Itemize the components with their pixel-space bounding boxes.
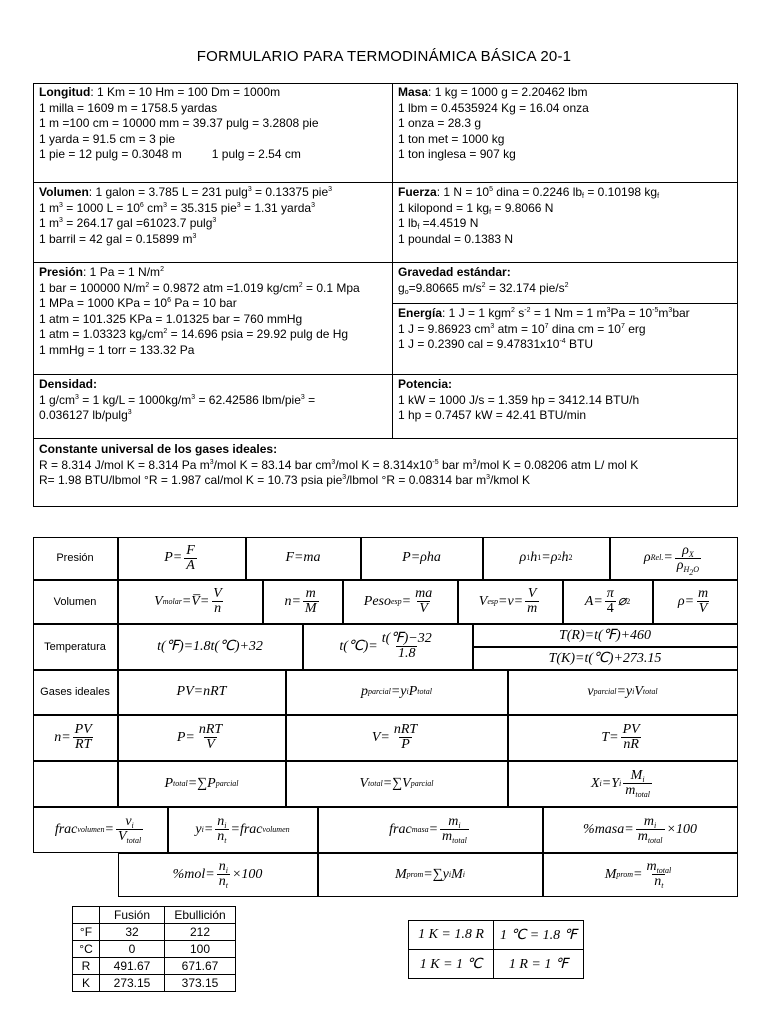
presion-line: = 14.696 psia = 29.92 pulg de Hg [167, 327, 349, 341]
sup: 2 [564, 281, 569, 289]
gas-constant-line: /mol K = 0.08206 atm L/ mol K [476, 457, 639, 472]
presion-line: 1 atm = 101.325 KPa = 1.01325 bar = 760 mmHg [39, 311, 303, 326]
volumen-line: : 1 galon = 3.785 L = 231 pulg [88, 185, 248, 199]
longitud-line: : 1 Km = 10 Hm = 100 Dm = 1000m [90, 85, 281, 99]
sup: 3 [342, 474, 347, 481]
sup: 3 [331, 458, 336, 466]
densidad-label: Densidad: [39, 377, 98, 391]
table-row [409, 921, 584, 950]
formula-mass-fraction: X i =Y i $M_i$ $m_{total}$ [508, 761, 738, 807]
longitud-cell [34, 84, 392, 182]
energia-line: s [514, 306, 525, 320]
sub: f [582, 193, 584, 200]
presion-line: 1 mmHg = 1 torr = 133.32 Pa [39, 342, 195, 357]
page-title: FORMULARIO PARA TERMODINÁMICA BÁSICA 20-1 [196, 48, 572, 65]
row-label-temperatura: Temperatura [33, 624, 118, 670]
formula-fahrenheit: t(℉)=1.8t(℃)+32 [118, 624, 303, 670]
row-label-gases: Gases ideales [33, 670, 118, 715]
formula-mass-frac: frac masa = $m_i$ $m_{total}$ [318, 807, 543, 853]
energia-label: Energía [398, 306, 443, 320]
presion-line: = 0.9872 atm =1.019 kg/cm [149, 280, 299, 295]
energia-line: m [658, 306, 669, 320]
sup: -2 [524, 307, 531, 314]
volumen-line: 1 barril = 42 gal = 0.15899 m [39, 231, 193, 246]
energia-line: atm = 10 [494, 321, 545, 336]
table-row [73, 924, 236, 941]
formula-pressure-force-area: P= F A [118, 537, 246, 580]
volumen-line: = 1000 L = 10 [62, 200, 140, 215]
sup: 3 [300, 393, 305, 401]
sup: 2 [145, 281, 150, 289]
densidad-line: = 1 kg/L = 1000kg/m [78, 392, 192, 407]
table-row [409, 950, 584, 979]
longitud-line: 1 pulg = 2.54 cm [211, 147, 301, 161]
formula-average-molar-mass-total: M prom = $m_{total}$ $n_t$ [543, 853, 738, 897]
presion-label: Presión [39, 265, 84, 279]
energia-line: erg [624, 321, 646, 336]
fuerza-line: : 1 N = 10 [436, 185, 490, 199]
sup: 7 [544, 322, 549, 330]
fuerza-line: dina = 0.2246 lb [492, 185, 583, 199]
table-cell: °C [73, 941, 100, 958]
formula-force: F=ma [246, 537, 361, 580]
sup: 3 [191, 393, 196, 401]
formula-average-molar-mass: M prom =∑y i M i [318, 853, 543, 897]
gas-constant-line: bar m [438, 457, 473, 472]
sub: f [657, 193, 660, 200]
densidad-cell [34, 374, 392, 438]
sup: 5 [489, 186, 493, 193]
potencia-line: 1 kW = 1000 J/s = 1.359 hp = 3412.14 BTU/h [398, 392, 640, 407]
volumen-line: cm [143, 200, 164, 215]
formula-moles: n= m M [263, 580, 343, 624]
formula-n: n= PV RT [33, 715, 118, 761]
formula-mole-fraction: y i = $n_i$ $n_t$ =frac volumen [168, 807, 318, 853]
table-row [73, 941, 236, 958]
fuerza-line: =4.4519 N [419, 216, 479, 230]
presion-line: 1 MPa = 1000 KPa = 10 [39, 296, 168, 310]
table-header: Ebullición [165, 907, 236, 924]
row-label-volumen: Volumen [33, 580, 118, 624]
formula-total-pressure: P total =∑P parcial [118, 761, 286, 807]
sup: 3 [472, 458, 477, 466]
row-label-presion: Presión [33, 537, 118, 580]
longitud-line: 1 pie = 12 pulg = 0.3048 m [39, 147, 182, 161]
gas-constant-line: /mol K = 8.314x10 [335, 457, 433, 472]
formula-v: V= nRT P [286, 715, 508, 761]
table-cell: 100 [165, 941, 236, 958]
table-cell: 373.15 [165, 975, 236, 992]
densidad-line: 0.036127 lb/pulg [39, 408, 128, 422]
volumen-cell [34, 182, 392, 262]
sub: f [417, 224, 420, 231]
energia-line: BTU [565, 337, 594, 351]
gas-constant-line: /kmol K [489, 473, 530, 487]
sup: 2 [160, 266, 164, 273]
densidad-line: = 62.42586 lbm/pie [195, 392, 301, 407]
table-cell: R [73, 958, 100, 975]
fixed-points-table [72, 906, 236, 992]
presion-line: 1 atm = 1.03323 kg [39, 327, 143, 341]
formula-kelvin: T(K)=t(℃)+273.15 [473, 647, 738, 670]
energia-line: : 1 J = 1 kgm [442, 306, 512, 320]
sub: o [404, 288, 409, 296]
formula-circle-area: A= π 4 ⌀ 2 [563, 580, 653, 624]
masa-line: 1 ton inglesa = 907 kg [398, 147, 516, 161]
gas-constant-cell [34, 438, 737, 506]
masa-line: 1 lbm = 0.4535924 Kg = 16.04 onza [398, 100, 589, 115]
presion-line: Pa = 10 bar [171, 296, 237, 310]
potencia-cell [392, 374, 737, 438]
table-row [73, 958, 236, 975]
table-row [73, 975, 236, 992]
formula-celsius: t(℃)= t(℉)−32 1.8 [303, 624, 473, 670]
sup: 3 [486, 474, 490, 481]
gas-constant-line: /mol K = 83.14 bar cm [213, 457, 332, 472]
fuerza-line: = 9.8066 N [491, 200, 554, 215]
potencia-line: 1 hp = 0.7457 kW = 42.41 BTU/min [398, 408, 587, 422]
energia-line: 1 J = 0.2390 cal = 9.47831x10 [398, 337, 560, 351]
sup: 3 [127, 409, 132, 416]
fuerza-line: 1 poundal = 0.1383 N [398, 231, 514, 246]
table-header [73, 907, 100, 924]
formula-hydrostatic-pressure: P=ρha [361, 537, 483, 580]
sub: f [489, 208, 492, 216]
formula-ideal-gas: PV=nRT [118, 670, 286, 715]
gravedad-line: g [398, 280, 405, 295]
formula-specific-volume: V esp =v= V m [458, 580, 563, 624]
longitud-label: Longitud [39, 85, 91, 99]
table-header-row [73, 907, 236, 924]
formula-mole-percent: %mol= $n_i$ $n_t$ ×100 [118, 853, 318, 897]
table-cell: 671.67 [165, 958, 236, 975]
masa-label: Masa [398, 85, 429, 99]
sup: 3 [209, 458, 214, 466]
sup: 2 [481, 281, 486, 289]
sup: 3 [328, 186, 333, 193]
energia-line: 1 J = 9.86923 cm [398, 321, 491, 336]
formula-rankine: T(R)=t(℉)+460 [473, 624, 738, 647]
sup: 3 [192, 232, 197, 240]
energia-line: Pa = 10 [610, 306, 653, 320]
sup: 3 [236, 201, 241, 209]
fuerza-cell [392, 182, 737, 262]
relation-cell: 1 K = 1 ℃ [409, 950, 494, 979]
sup: -5 [432, 458, 439, 466]
volumen-line: = 0.13375 pie [251, 185, 329, 199]
table-cell: K [73, 975, 100, 992]
sup: -5 [652, 307, 659, 314]
gas-constant-line: /lbmol °R = 0.08314 bar m [346, 473, 487, 487]
sup: -4 [559, 338, 566, 345]
gas-constant-line: R = 8.314 J/mol K = 8.314 Pa m [39, 457, 210, 472]
sup: 3 [75, 393, 79, 401]
gravedad-cell [392, 262, 737, 303]
densidad-line: = [304, 392, 316, 407]
conversion-table [33, 83, 738, 507]
masa-cell [392, 84, 737, 182]
volumen-line: = 264.17 gal =61023.7 pulg [62, 216, 213, 230]
gas-constant-line: R= 1.98 BTU/lbmol °R = 1.987 cal/mol K = 10.73 psia pie [39, 473, 343, 487]
gravedad-label: Gravedad estándar: [398, 265, 511, 279]
sup: 6 [167, 297, 171, 304]
formula-density-height: ρ 1 h 1 =ρ 2 h 2 [483, 537, 610, 580]
sup: 3 [59, 217, 63, 224]
sup: 7 [620, 322, 625, 330]
fuerza-line: = 0.10198 kg [584, 185, 658, 199]
sup: 3 [668, 307, 673, 314]
unit-relations-table [408, 920, 584, 979]
relation-cell: 1 ℃ = 1.8 ℉ [494, 921, 584, 950]
sub: f [142, 335, 145, 342]
fuerza-line: 1 kilopond = 1 kg [398, 200, 490, 215]
sup: 3 [212, 217, 217, 224]
sup: 2 [163, 328, 168, 335]
presion-cell [34, 262, 392, 374]
masa-line: 1 onza = 28.3 g [398, 116, 482, 130]
energia-line: = 1 Nm = 1 m [530, 306, 607, 320]
gravedad-line: =9.80665 m/s [408, 280, 482, 295]
formula-partial-volume: v parcial =y i V total [508, 670, 738, 715]
presion-line: = 0.1 Mpa [302, 280, 360, 295]
table-cell: 491.67 [100, 958, 165, 975]
formula-specific-weight: Peso esp = ma V [343, 580, 458, 624]
fuerza-label: Fuerza [398, 185, 437, 199]
table-header: Fusión [100, 907, 165, 924]
formula-mass-percent: %masa= $m_i$ $m_{total}$ ×100 [543, 807, 738, 853]
sup: 3 [490, 322, 495, 330]
table-cell: 32 [100, 924, 165, 941]
gravedad-line: = 32.174 pie/s [485, 280, 565, 295]
relation-cell: 1 R = 1 ℉ [494, 950, 584, 979]
densidad-line: 1 g/cm [39, 392, 76, 407]
volumen-line: 1 m [39, 200, 60, 215]
potencia-label: Potencia: [398, 377, 453, 391]
presion-line: 1 bar = 100000 N/m [39, 280, 146, 295]
sup: 3 [311, 201, 315, 209]
longitud-line: 1 yarda = 91.5 cm = 3 pie [39, 131, 176, 146]
sup: 2 [511, 307, 515, 314]
table-cell: 0 [100, 941, 165, 958]
energia-line: bar [672, 306, 690, 320]
formula-total-volume: V total =∑V parcial [286, 761, 508, 807]
energia-line: dina cm = 10 [548, 321, 621, 336]
empty-cell [33, 761, 118, 807]
formula-partial-pressure: p parcial =y i P total [286, 670, 508, 715]
sup: 3 [247, 186, 252, 193]
sup: 3 [606, 307, 611, 314]
formula-p: P= nRT V [118, 715, 286, 761]
formula-t: T= PV nR [508, 715, 738, 761]
sup: 3 [163, 201, 168, 209]
volumen-line: = 35.315 pie [167, 200, 237, 215]
table-cell: 212 [165, 924, 236, 941]
formula-table [33, 537, 738, 897]
sup: 6 [139, 201, 144, 209]
longitud-line: 1 m =100 cm = 10000 mm = 39.37 pulg = 3.2808 pie [39, 116, 319, 130]
gas-constant-label: Constante universal de los gases ideales: [39, 442, 278, 456]
formula-volume-fraction: frac volumen = $v_i$ $V_{total}$ [33, 807, 168, 853]
longitud-line: 1 milla = 1609 m = 1758.5 yardas [39, 100, 218, 115]
table-cell: 273.15 [100, 975, 165, 992]
masa-line: : 1 kg = 1000 g = 2.20462 lbm [428, 85, 588, 99]
presion-line: : 1 Pa = 1 N/m [83, 265, 161, 279]
formula-molar-volume: V molar =V̅= V n [118, 580, 263, 624]
masa-line: 1 ton met = 1000 kg [398, 131, 505, 146]
volumen-line: = 1.31 yarda [240, 200, 312, 215]
volumen-label: Volumen [39, 185, 89, 199]
table-cell: °F [73, 924, 100, 941]
fuerza-line: 1 lb [398, 216, 418, 230]
relation-cell: 1 K = 1.8 R [409, 921, 494, 950]
sup: 2 [298, 281, 303, 289]
energia-cell [392, 303, 737, 374]
presion-line: /cm [144, 327, 164, 341]
formula-density: ρ= m V [653, 580, 738, 624]
formula-relative-density: ρ Rel. = $\rho_X$ $\rho_{H_2O}$ [610, 537, 738, 580]
volumen-line: 1 m [39, 216, 60, 230]
sup: 3 [59, 201, 63, 209]
